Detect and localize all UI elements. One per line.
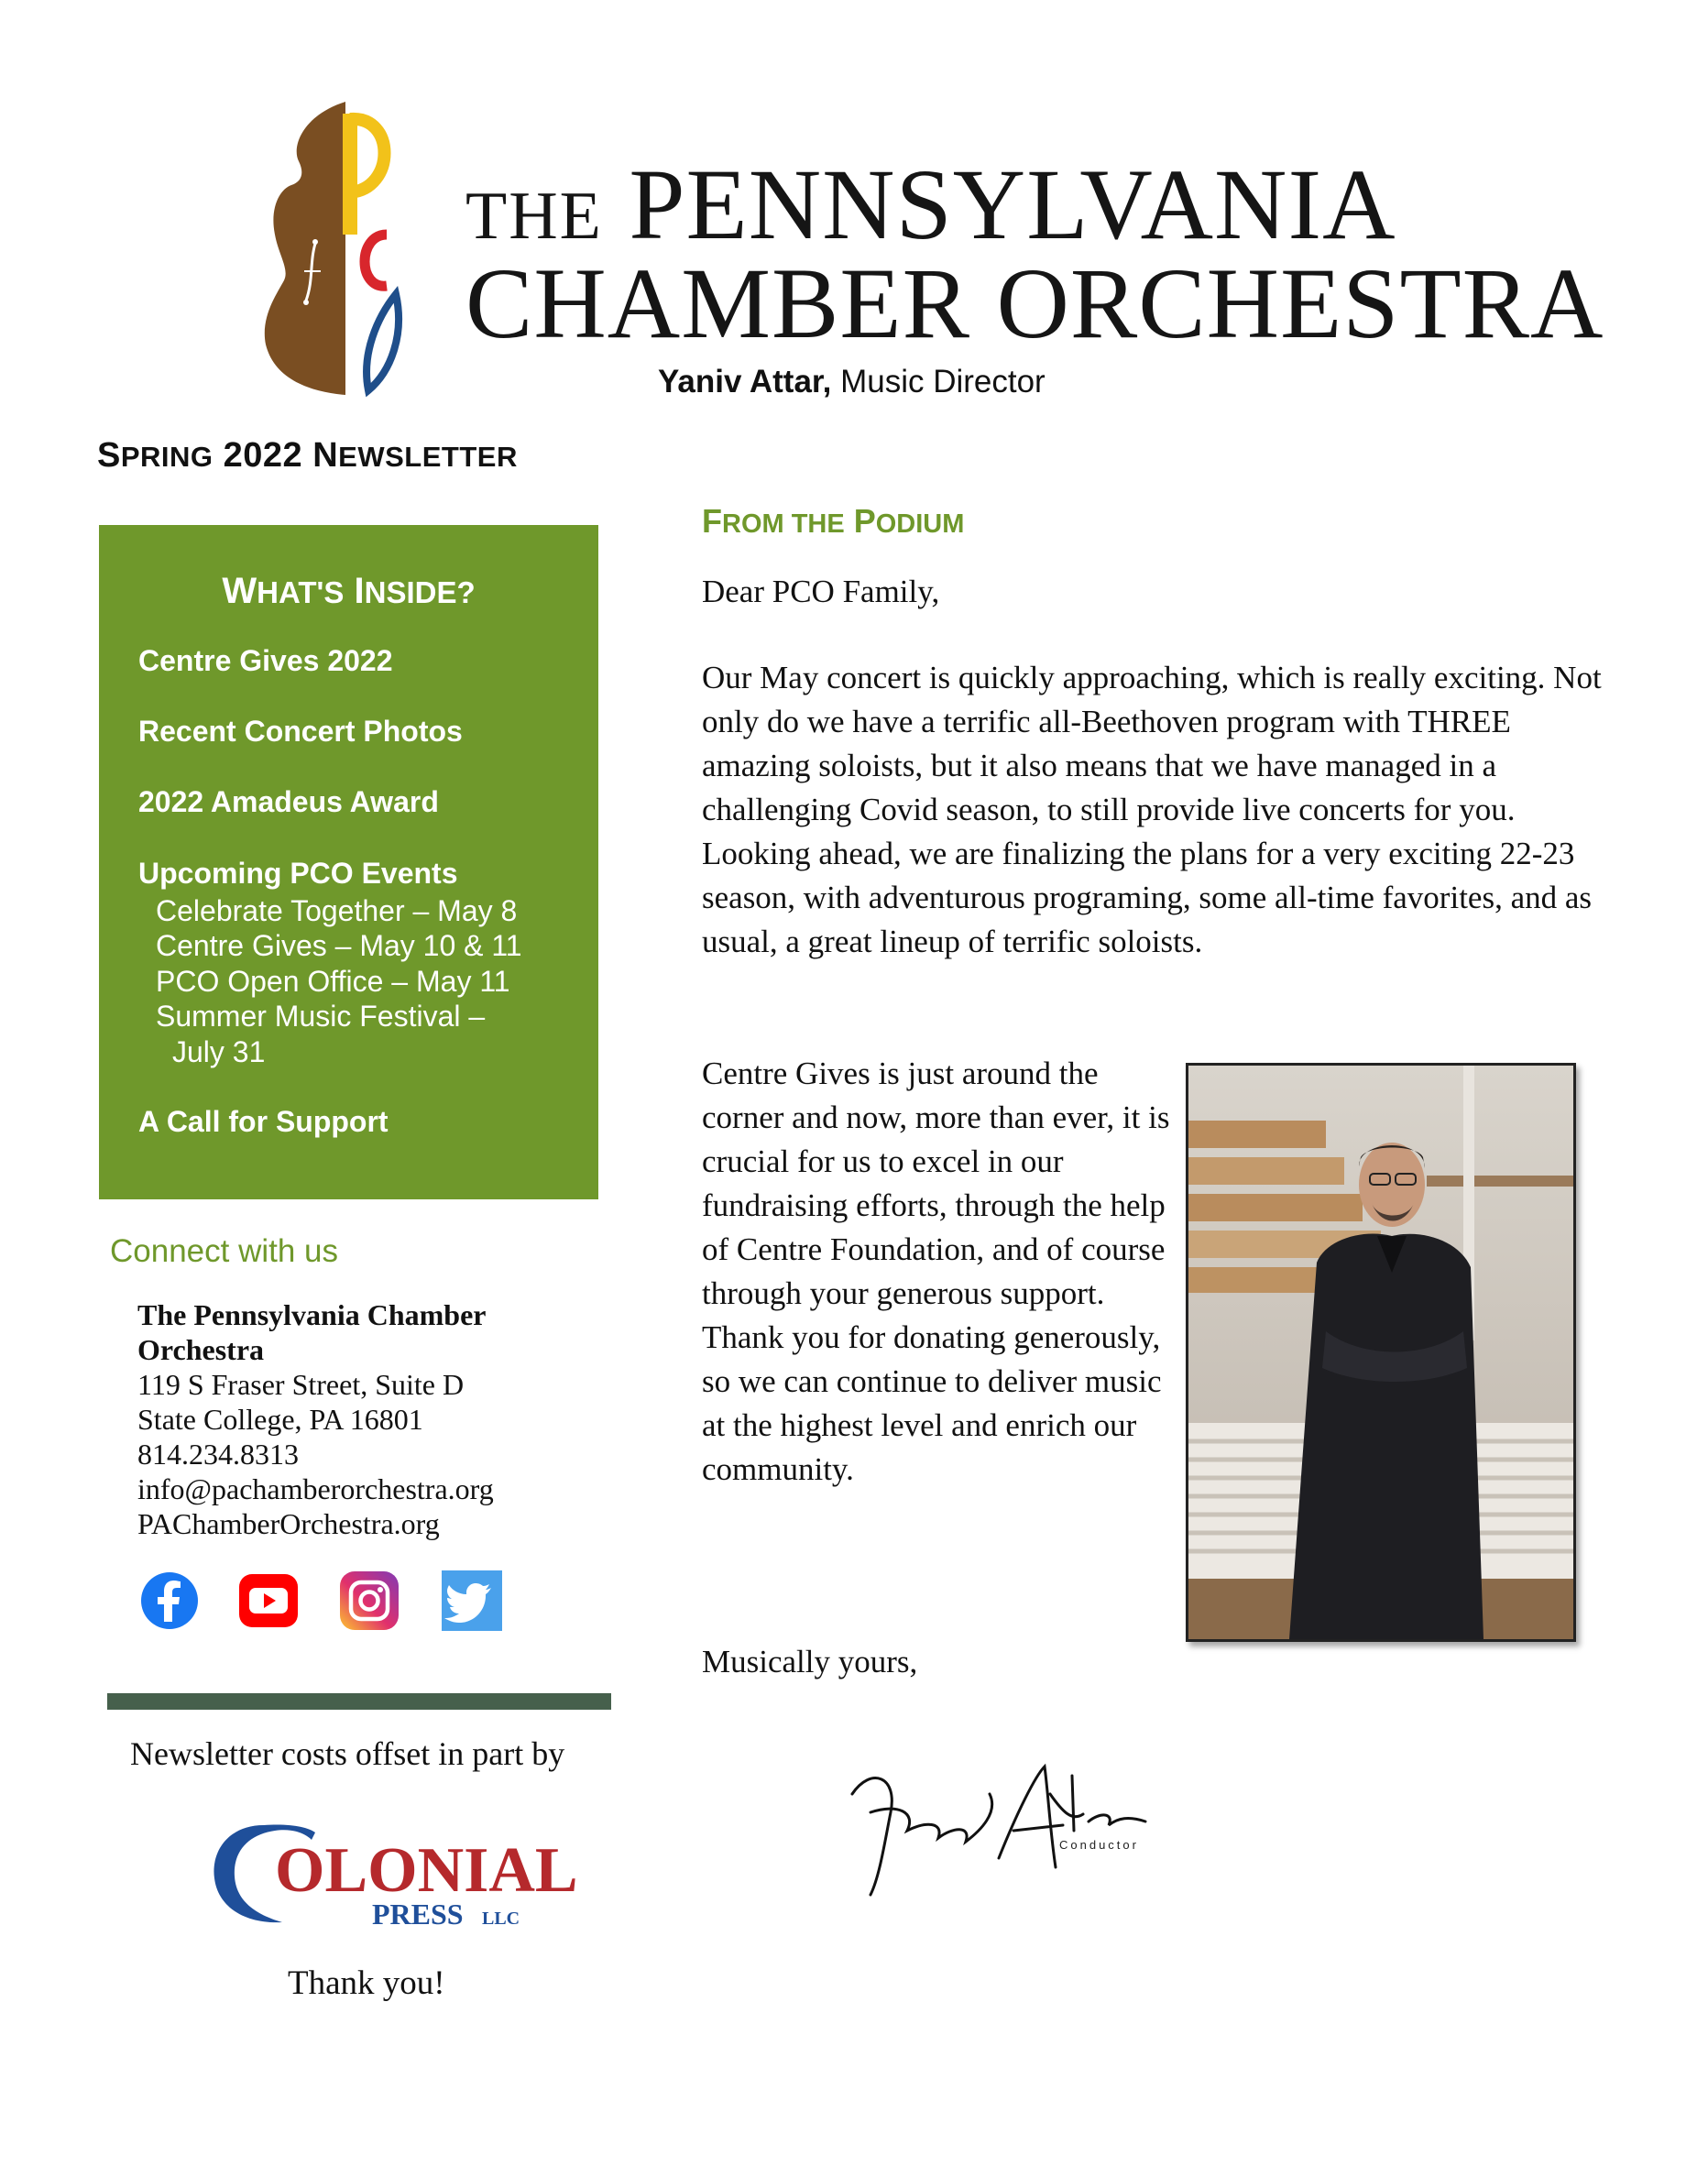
letter-greeting: Dear PCO Family,: [702, 574, 940, 609]
inside-item-call-for-support[interactable]: A Call for Support: [138, 1105, 389, 1138]
music-director-photo: [1186, 1063, 1576, 1642]
contact-website[interactable]: PAChamberOrchestra.org: [137, 1507, 440, 1540]
event-open-office: PCO Open Office – May 11: [156, 965, 510, 998]
sidebar-divider: [107, 1693, 611, 1710]
director-role: Music Director: [840, 364, 1046, 399]
instagram-icon[interactable]: [339, 1570, 400, 1631]
inside-item-amadeus-award[interactable]: 2022 Amadeus Award: [138, 785, 439, 818]
contact-email[interactable]: info@pachamberorchestra.org: [137, 1472, 494, 1505]
inside-item-concert-photos[interactable]: Recent Concert Photos: [138, 715, 463, 748]
svg-text:PRESS: PRESS: [372, 1898, 464, 1931]
event-summer-festival-date: July 31: [172, 1035, 266, 1068]
music-director-line: [658, 364, 1046, 400]
letter-closing: Musically yours,: [702, 1644, 918, 1679]
contact-org-name: The Pennsylvania Chamber: [137, 1298, 487, 1331]
event-summer-festival: Summer Music Festival –: [156, 1000, 486, 1033]
contact-phone[interactable]: 814.234.8313: [137, 1438, 299, 1471]
contact-address-1: 119 S Fraser Street, Suite D: [137, 1368, 465, 1401]
thank-you-text: Thank you!: [288, 1964, 445, 2002]
whats-inside-box: [99, 525, 598, 1199]
twitter-icon[interactable]: [442, 1570, 502, 1631]
from-the-podium-title: FROM THE PODIUM: [702, 502, 965, 540]
connect-title: Connect with us: [110, 1233, 339, 1269]
svg-text:LLC: LLC: [482, 1909, 520, 1929]
letter-paragraph-1: Our May concert is quickly approaching, which is really exciting. Not only do we have a terrific all-Beethoven program with THREE amazing soloists, but it also means that we have managed in a challenging Covid season, to still provide live concerts for you. Looking ahead, we are finalizing the plans for a very exciting 22-23 season, with adventurous programing, some all-time favorites, and as usual, a great lineup of terrific soloists.: [702, 660, 1602, 959]
contact-address-2: State College, PA 16801: [137, 1403, 423, 1436]
letter-paragraph-2: Centre Gives is just around the corner and now, more than ever, it is crucial for us to excel in our fundraising efforts, through the help of Centre Foundation, and of course through your generous support. Thank you for donating generously, so we can continue to deliver music at the highest level and enrich our community.: [702, 1056, 1170, 1487]
svg-text:OLONIAL: OLONIAL: [275, 1835, 578, 1906]
orchestra-logo-mark: [258, 97, 414, 399]
contact-org-name-2: Orchestra: [137, 1333, 265, 1366]
inside-item-upcoming-events[interactable]: Upcoming PCO Events: [138, 857, 458, 890]
orchestra-title: THE PENNSYLVANIA CHAMBER ORCHESTRA: [465, 148, 1604, 359]
colonial-press-logo: [209, 1807, 578, 1931]
svg-text:Conductor: Conductor: [1059, 1838, 1139, 1852]
director-signature: [843, 1757, 1164, 1904]
event-celebrate-together: Celebrate Together – May 8: [156, 894, 518, 927]
sponsor-text: Newsletter costs offset in part by: [130, 1735, 565, 1772]
director-name: Yaniv Attar,: [658, 364, 832, 399]
whats-inside-title: WHAT'S INSIDE?: [222, 571, 476, 611]
newsletter-title: SPRING 2022 NEWSLETTER: [97, 436, 518, 475]
inside-item-centre-gives[interactable]: Centre Gives 2022: [138, 644, 393, 677]
facebook-icon[interactable]: [139, 1570, 200, 1631]
youtube-icon[interactable]: [238, 1570, 299, 1631]
contact-block: [137, 1297, 568, 1541]
event-centre-gives: Centre Gives – May 10 & 11: [156, 929, 522, 962]
